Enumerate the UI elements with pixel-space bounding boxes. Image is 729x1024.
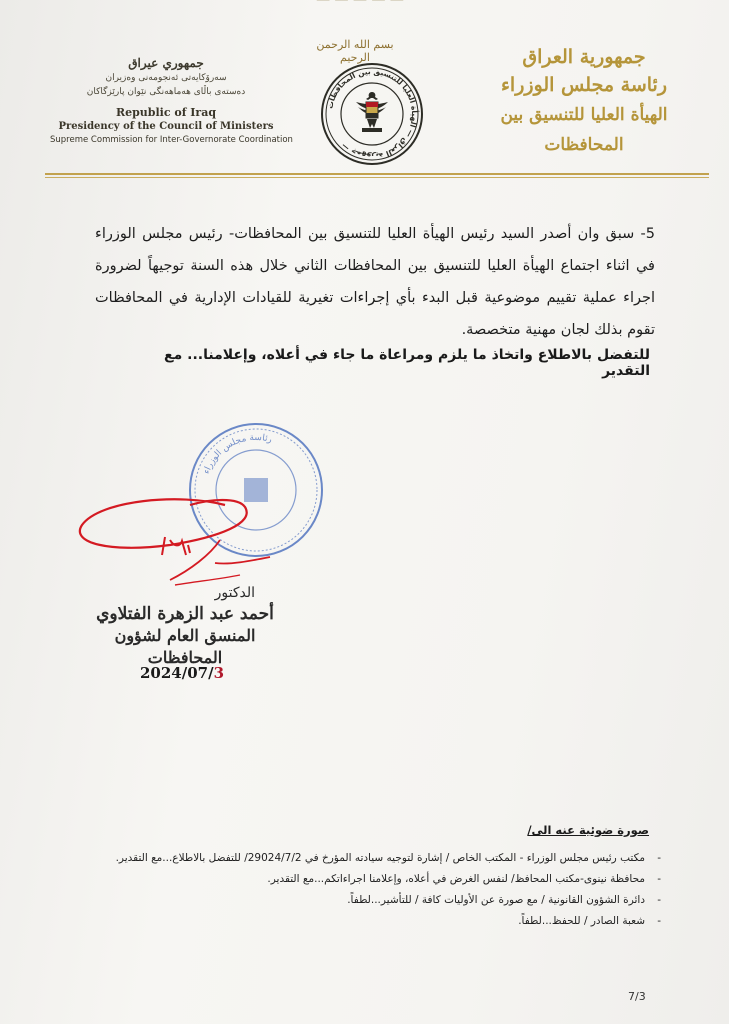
header-presidency-english: Presidency of the Council of Ministers xyxy=(58,121,274,132)
header-right-block xyxy=(469,44,699,160)
signer-title: الدكتور xyxy=(214,585,255,601)
header-divider-line-thin xyxy=(45,177,709,178)
date-prefix: 2024/07/ xyxy=(140,664,214,682)
eagle-icon xyxy=(356,92,388,132)
signer-position: المنسق العام لشؤون المحافظات xyxy=(114,626,256,667)
svg-text:رئاسة مجلس الوزراء: رئاسة مجلس الوزراء xyxy=(201,432,274,476)
iraq-emblem-seal xyxy=(320,62,424,166)
signer-block xyxy=(90,583,280,669)
signer-name: أحمد عبد الزهرة الفتلاوي xyxy=(96,604,274,624)
cc-title: صورة ضوئية عنه الى/ xyxy=(527,823,649,837)
header-republic-arabic: جمهورية العراق xyxy=(522,46,646,68)
cc-item: - دائرة الشؤون القانونية / مع صورة عن الأوليات كافة / للتأشير...لطفاً. xyxy=(61,890,661,911)
document-date xyxy=(140,664,224,682)
top-cut-text: — — — — — xyxy=(316,0,404,8)
header-divider-line xyxy=(45,173,709,175)
body-paragraph-5 xyxy=(95,218,655,346)
cc-item: - شعبة الصادر / للحفظ...لطفاً. xyxy=(61,911,661,932)
paragraph-number: 5- xyxy=(640,226,655,242)
svg-text:جمهورية العراق — الهيأة العليا: جمهورية العراق — الهيأة العليا للتنسيق بين المحافظات — xyxy=(325,66,420,162)
header-commission-english: Supreme Commission for Inter-Governorate Coordination xyxy=(50,135,293,145)
cc-list xyxy=(61,848,661,932)
header-presidency-arabic: رئاسة مجلس الوزراء xyxy=(501,74,667,96)
closing-sentence: للتفضل بالاطلاع واتخاذ ما يلزم ومراعاة ما جاء في أعلاه، وإعلامنا... مع التقدير xyxy=(164,347,650,379)
header-commission-arabic: الهيأة العليا للتنسيق بين المحافظات xyxy=(500,105,668,155)
header-republic-english: Republic of Iraq xyxy=(115,106,217,119)
basmala: بسم الله الرحمن الرحيم xyxy=(316,38,394,64)
paragraph-text: سبق وان أصدر السيد رئيس الهيأة العليا للتنسيق بين المحافظات- رئيس مجلس الوزراء في اثناء اجتماع الهيأة العليا للتنسيق بين المحافظات الثاني خلال هذه السنة توجيهاً لضرورة اجراء عملية تقييم موضوعية قبل البدء بأي إجراءات تغيرية للقيادات الإدارية في المحافظات تقوم بذلك لجان مهنية متخصصة. xyxy=(95,226,655,338)
page-number: 7/3 xyxy=(628,990,646,1003)
header-kurdish-line-2: دەستەی باڵای هەماهەنگی نێوان پارێزگاكان xyxy=(86,87,246,97)
header-left-block xyxy=(50,55,293,147)
date-day: 3 xyxy=(213,664,225,682)
cc-item: - مكتب رئيس مجلس الوزراء - المكتب الخاص / إشارة لتوجيه سيادته المؤرخ في 29024/7/2/ للتفضل بالاطلاع...مع التقدير. xyxy=(61,848,661,869)
cc-item: - محافظة نينوى-مكتب المحافظ/ لنفس الغرض في أعلاه، وإعلامنا اجراءاتكم...مع التقدير. xyxy=(61,869,661,890)
header-kurdish-line-1: سەرۆكایەتی ئەنجومەنی وەزیران xyxy=(105,73,227,83)
header-left-arabic-title: جمهوري عيراق xyxy=(128,56,204,70)
